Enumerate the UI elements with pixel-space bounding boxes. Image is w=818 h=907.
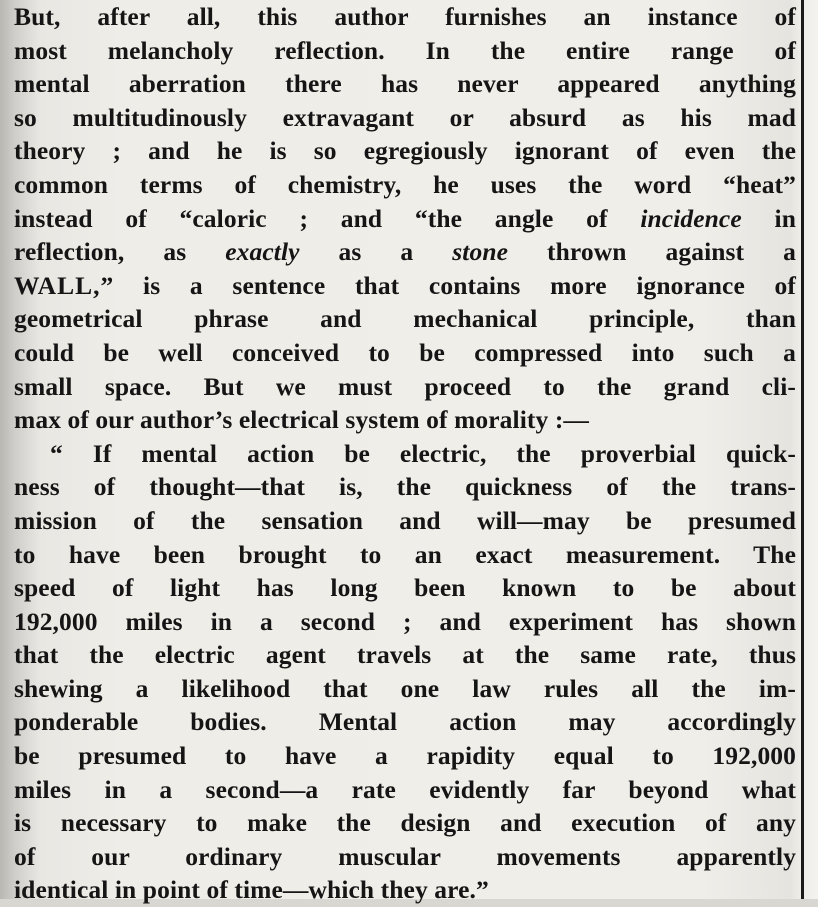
text-line: is necessary to make the design and execution of any (14, 808, 796, 838)
text-line: that the electric agent travels at the same rate, thus (14, 640, 796, 670)
text-line: shewing a likelihood that one law rules all the im- (14, 673, 796, 703)
text-line: speed of light has long been known to be about (14, 573, 796, 603)
text-line: identical in point of time—which they are.” (14, 875, 489, 905)
text-run: ” is a sentence that contains more ignorance of (100, 270, 796, 300)
paragraph-1 (14, 0, 796, 437)
text-line: 192,000 miles in a second ; and experiment has shown (14, 606, 796, 636)
text-line: of our ordinary muscular movements apparently (14, 841, 796, 871)
text-line (14, 235, 796, 269)
text-line (14, 202, 796, 236)
small-caps-word-wall: WALL, (14, 270, 101, 300)
text-line: be presumed to have a rapidity equal to 192,000 (14, 741, 796, 771)
article-column (14, 0, 796, 907)
text-line: common terms of chemistry, he uses the word “heat” (14, 169, 796, 199)
text-line: “ If mental action be electric, the proverbial quick- (50, 438, 796, 468)
text-line: mission of the sensation and will—may be presumed (14, 505, 796, 535)
italic-word-exactly: exactly (225, 237, 300, 267)
text-line: But, after all, this author furnishes an instance of (14, 2, 796, 31)
text-run: in (741, 203, 796, 233)
text-line (14, 269, 796, 303)
text-line: could be well conceived to be compressed into such a (14, 337, 796, 367)
text-line: geometrical phrase and mechanical principle, than (14, 304, 796, 334)
text-run: instead of “caloric ; and “the angle of (14, 203, 641, 233)
text-line: theory ; and he is so egregiously ignorant of even the (14, 136, 796, 166)
italic-word-incidence: incidence (640, 203, 742, 233)
text-line: to have been brought to an exact measurement. The (14, 539, 796, 569)
text-run: as a (299, 237, 453, 267)
paragraph-2-quotation (14, 437, 796, 907)
text-line: miles in a second—a rate evidently far beyond what (14, 774, 796, 804)
text-line: small space. But we must proceed to the grand cli- (14, 371, 796, 401)
italic-word-stone: stone (452, 237, 509, 267)
text-line: so multitudinously extravagant or absurd as his mad (14, 102, 796, 132)
column-rule (801, 0, 804, 899)
text-line: most melancholy reflection. In the entire range of (14, 35, 796, 65)
text-line: ponderable bodies. Mental action may accordingly (14, 707, 796, 737)
text-run: reflection, as (14, 237, 226, 267)
text-line: ness of thought—that is, the quickness of the trans- (14, 472, 796, 502)
text-line: max of our author’s electrical system of morality :— (14, 405, 590, 435)
text-line: mental aberration there has never appeared anything (14, 69, 796, 99)
text-run: thrown against a (508, 237, 796, 267)
